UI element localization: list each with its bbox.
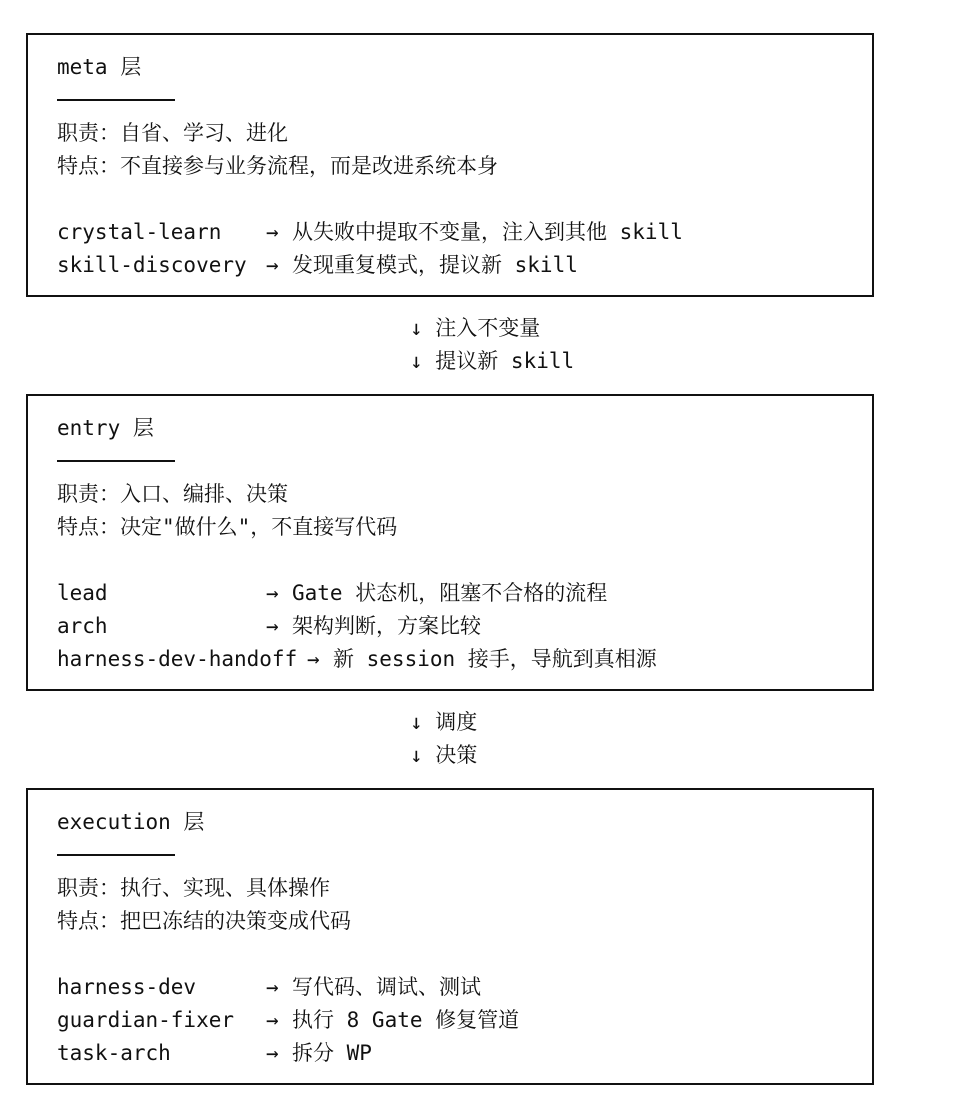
layer-box-meta: [26, 33, 874, 297]
skill-row: [57, 577, 607, 609]
arrow-right-icon: →: [266, 253, 279, 277]
connector-label: ↓ 注入不变量: [410, 316, 541, 340]
arrow-right-icon: →: [266, 1008, 279, 1032]
skill-name: guardian-fixer: [57, 1008, 235, 1032]
skill-desc: Gate 状态机，阻塞不合格的流程: [292, 581, 608, 605]
connector-label: ↓ 提议新 skill: [410, 349, 575, 373]
skill-row: [57, 971, 481, 1003]
arrow-right-icon: →: [266, 975, 279, 999]
skill-desc: 架构判断，方案比较: [292, 614, 481, 638]
arrow-right-icon: →: [266, 1041, 279, 1065]
layer-box-execution: [26, 788, 874, 1085]
arrow-right-icon: →: [266, 614, 279, 638]
skill-desc: 发现重复模式，提议新 skill: [292, 253, 578, 277]
skill-name: skill-discovery: [57, 253, 247, 277]
layer-feature: 特点：不直接参与业务流程，而是改进系统本身: [57, 154, 498, 178]
layer-responsibility: 职责：入口、编排、决策: [57, 482, 288, 506]
skill-row: [57, 610, 481, 642]
layer-responsibility: 职责：自省、学习、进化: [57, 121, 288, 145]
skill-row: [57, 216, 683, 248]
skill-name: harness-dev: [57, 975, 197, 999]
layer-feature: 特点：把巴冻结的决策变成代码: [57, 909, 351, 933]
skill-desc: 执行 8 Gate 修复管道: [292, 1008, 520, 1032]
title-underline: [57, 99, 175, 101]
layer-feature: 特点：决定"做什么"，不直接写代码: [57, 515, 398, 539]
layer-title: entry 层: [57, 416, 154, 440]
skill-desc: 拆分 WP: [292, 1041, 372, 1065]
skill-name: harness-dev-handoff: [57, 647, 298, 671]
skill-desc: 新 session 接手，导航到真相源: [333, 647, 657, 671]
skill-row: [57, 643, 657, 675]
skill-row: [57, 1004, 519, 1036]
connector-label: ↓ 调度: [410, 710, 478, 734]
skill-name: lead: [57, 581, 108, 605]
skill-name: task-arch: [57, 1041, 171, 1065]
arrow-right-icon: →: [266, 220, 279, 244]
arrow-right-icon: →: [307, 647, 320, 671]
layer-responsibility: 职责：执行、实现、具体操作: [57, 876, 330, 900]
connector-label: ↓ 决策: [410, 743, 478, 767]
skill-desc: 从失败中提取不变量，注入到其他 skill: [292, 220, 683, 244]
title-underline: [57, 854, 175, 856]
skill-desc: 写代码、调试、测试: [292, 975, 481, 999]
layer-title: meta 层: [57, 55, 142, 79]
layer-box-entry: [26, 394, 874, 691]
layer-title: execution 层: [57, 810, 205, 834]
skill-name: arch: [57, 614, 108, 638]
skill-row: [57, 249, 578, 281]
title-underline: [57, 460, 175, 462]
skill-name: crystal-learn: [57, 220, 222, 244]
skill-row: [57, 1037, 372, 1069]
arrow-right-icon: →: [266, 581, 279, 605]
